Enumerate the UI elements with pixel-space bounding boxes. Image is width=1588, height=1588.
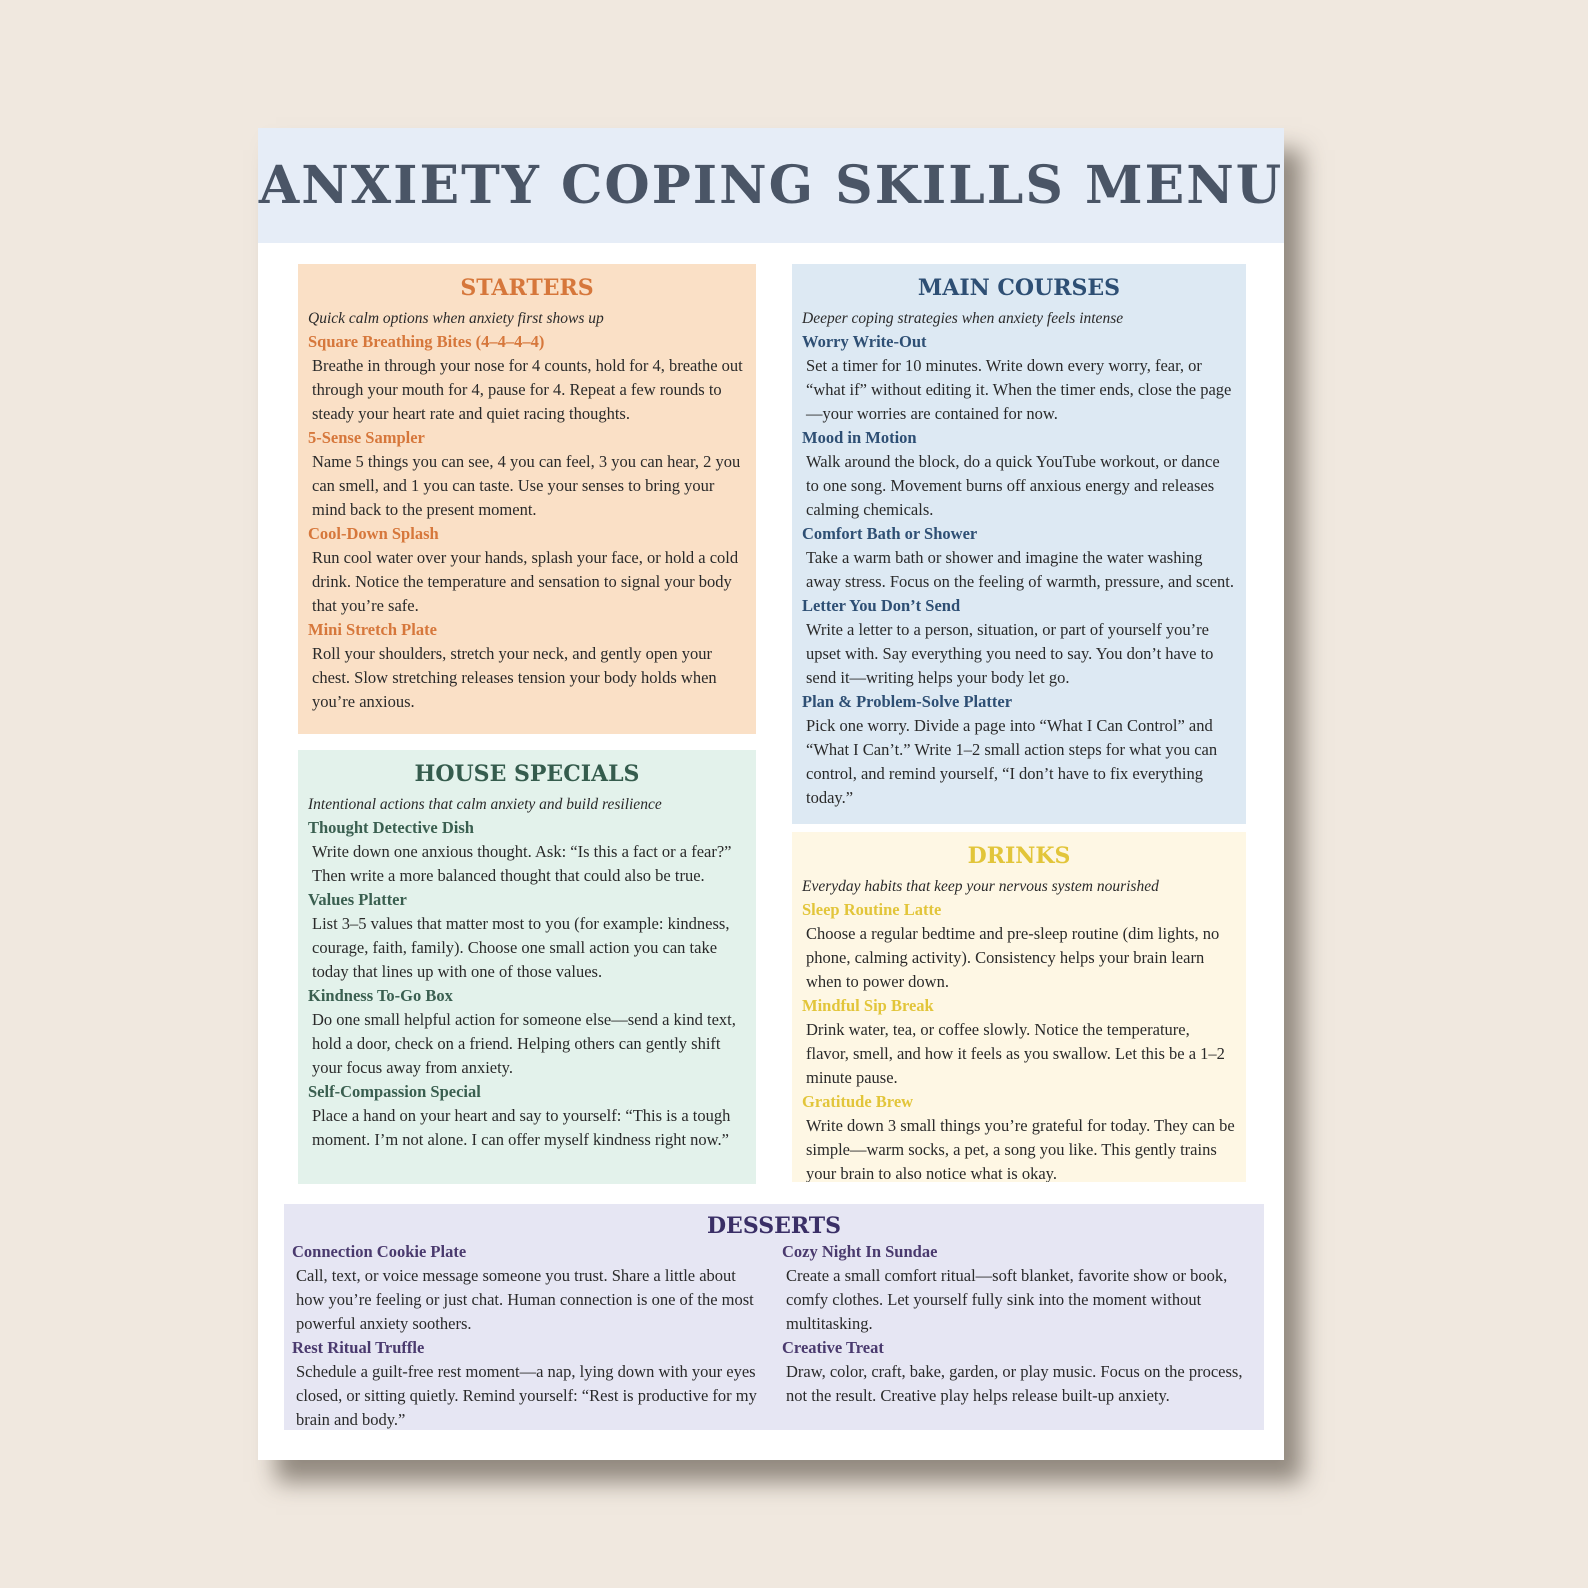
list-item bbox=[802, 330, 1236, 426]
desserts-left-column bbox=[292, 1240, 766, 1430]
item-title: Comfort Bath or Shower bbox=[802, 524, 978, 543]
list-item bbox=[802, 594, 1236, 690]
drinks-section bbox=[792, 832, 1246, 1182]
drinks-subtitle: Everyday habits that keep your nervous system nourished bbox=[802, 878, 1159, 895]
list-item bbox=[308, 618, 746, 714]
list-item bbox=[802, 426, 1236, 522]
item-title: Mood in Motion bbox=[802, 428, 917, 447]
list-item bbox=[782, 1336, 1256, 1408]
item-body: Write down one anxious thought. Ask: “Is this a fact or a fear?” Then write a more balanced thought that could also be true. bbox=[312, 842, 732, 885]
item-body: Name 5 things you can see, 4 you can feel, 3 you can hear, 2 you can smell, and 1 you can taste. Use your senses to bring your mind back to the present moment. bbox=[312, 452, 741, 519]
item-title: Sleep Routine Latte bbox=[802, 900, 942, 919]
item-title: Rest Ritual Truffle bbox=[292, 1338, 425, 1357]
house-specials-section bbox=[298, 750, 756, 1184]
item-title: Letter You Don’t Send bbox=[802, 596, 961, 615]
list-item bbox=[802, 898, 1236, 994]
starters-subtitle: Quick calm options when anxiety first shows up bbox=[308, 310, 604, 327]
item-title: Gratitude Brew bbox=[802, 1092, 914, 1111]
item-title: Kindness To-Go Box bbox=[308, 986, 453, 1005]
item-body: Draw, color, craft, bake, garden, or play music. Focus on the process, not the result. Creative play helps release built-up anxiety. bbox=[786, 1362, 1243, 1405]
list-item bbox=[308, 816, 746, 888]
page-title: ANXIETY COPING SKILLS MENU bbox=[258, 155, 1284, 216]
item-body: Choose a regular bedtime and pre-sleep routine (dim lights, no phone, calming activity). Consistency helps your brain learn when to power down. bbox=[806, 924, 1220, 991]
item-body: Do one small helpful action for someone else—send a kind text, hold a door, check on a friend. Helping others can gently shift your focus away from anxiety. bbox=[312, 1010, 736, 1077]
list-item bbox=[802, 994, 1236, 1090]
item-title: 5-Sense Sampler bbox=[308, 428, 425, 447]
item-body: Schedule a guilt-free rest moment—a nap, lying down with your eyes closed, or sitting quietly. Remind yourself: “Rest is productive for my brain and body.” bbox=[296, 1362, 757, 1429]
list-item bbox=[802, 1090, 1236, 1182]
item-title: Self-Compassion Special bbox=[308, 1082, 481, 1101]
list-item bbox=[292, 1240, 766, 1336]
item-title: Cool-Down Splash bbox=[308, 524, 439, 543]
item-body: Call, text, or voice message someone you trust. Share a little about how you’re feeling or just chat. Human connection is one of the most powerful anxiety soothers. bbox=[296, 1266, 754, 1333]
starters-section bbox=[298, 264, 756, 734]
item-body: Take a warm bath or shower and imagine the water washing away stress. Focus on the feeling of warmth, pressure, and scent. bbox=[806, 548, 1234, 591]
starters-heading: STARTERS bbox=[460, 275, 594, 301]
item-title: Creative Treat bbox=[782, 1338, 884, 1357]
item-body: Write a letter to a person, situation, or part of yourself you’re upset with. Say everything you need to say. You don’t have to send it—writing helps your body let go. bbox=[806, 620, 1214, 687]
item-title: Worry Write-Out bbox=[802, 332, 927, 351]
item-body: Write down 3 small things you’re grateful for today. They can be simple—warm socks, a pet, a song you like. This gently trains your brain to also notice what is okay. bbox=[806, 1116, 1235, 1182]
list-item bbox=[308, 984, 746, 1080]
item-title: Cozy Night In Sundae bbox=[782, 1242, 938, 1261]
main-courses-section bbox=[792, 264, 1246, 824]
item-body: Pick one worry. Divide a page into “What I Can Control” and “What I Can’t.” Write 1–2 small action steps for what you can control, and remind yourself, “I don’t have to fix everything today.” bbox=[806, 716, 1218, 807]
item-title: Square Breathing Bites (4–4–4–4) bbox=[308, 332, 545, 351]
item-body: Place a hand on your heart and say to yourself: “This is a tough moment. I’m not alone. I can offer myself kindness right now.” bbox=[312, 1106, 731, 1149]
list-item bbox=[782, 1240, 1256, 1336]
title-bar bbox=[258, 128, 1284, 243]
list-item bbox=[308, 888, 746, 984]
item-title: Values Platter bbox=[308, 890, 407, 909]
desserts-right-column bbox=[782, 1240, 1256, 1430]
item-title: Mini Stretch Plate bbox=[308, 620, 437, 639]
item-title: Thought Detective Dish bbox=[308, 818, 474, 837]
item-body: Drink water, tea, or coffee slowly. Notice the temperature, flavor, smell, and how it feels as you swallow. Let this be a 1–2 minute pause. bbox=[806, 1020, 1225, 1087]
desserts-section bbox=[284, 1204, 1264, 1430]
item-body: Walk around the block, do a quick YouTube workout, or dance to one song. Movement burns off anxious energy and releases calming chemicals. bbox=[806, 452, 1220, 519]
item-body: Create a small comfort ritual—soft blanket, favorite show or book, comfy clothes. Let yourself fully sink into the moment without multitasking. bbox=[786, 1266, 1228, 1333]
list-item bbox=[308, 1080, 746, 1152]
item-body: Run cool water over your hands, splash your face, or hold a cold drink. Notice the temperature and sensation to signal your body that you’re safe. bbox=[312, 548, 739, 615]
drinks-heading: DRINKS bbox=[967, 843, 1071, 869]
item-title: Plan & Problem-Solve Platter bbox=[802, 692, 1013, 711]
main-courses-heading: MAIN COURSES bbox=[917, 275, 1121, 301]
item-body: Breathe in through your nose for 4 counts, hold for 4, breathe out through your mouth for 4, pause for 4. Repeat a few rounds to steady your heart rate and quiet racing thoughts. bbox=[312, 356, 743, 423]
house-specials-heading: HOUSE SPECIALS bbox=[414, 761, 640, 787]
item-body: Set a timer for 10 minutes. Write down every worry, fear, or “what if” without editing it. When the timer ends, close the page—your worries are contained for now. bbox=[806, 356, 1232, 423]
desserts-heading: DESSERTS bbox=[706, 1213, 842, 1239]
list-item bbox=[802, 522, 1236, 594]
house-specials-subtitle: Intentional actions that calm anxiety and build resilience bbox=[308, 796, 662, 813]
item-body: List 3–5 values that matter most to you (for example: kindness, courage, faith, family). Choose one small action you can take today that lines up with one of those values. bbox=[312, 914, 730, 981]
main-courses-subtitle: Deeper coping strategies when anxiety feels intense bbox=[802, 310, 1124, 327]
list-item bbox=[308, 330, 746, 426]
item-body: Roll your shoulders, stretch your neck, and gently open your chest. Slow stretching releases tension your body holds when you’re anxious. bbox=[312, 644, 717, 711]
item-title: Connection Cookie Plate bbox=[292, 1242, 467, 1261]
item-title: Mindful Sip Break bbox=[802, 996, 934, 1015]
list-item bbox=[308, 522, 746, 618]
list-item bbox=[802, 690, 1236, 810]
list-item bbox=[292, 1336, 766, 1430]
list-item bbox=[308, 426, 746, 522]
